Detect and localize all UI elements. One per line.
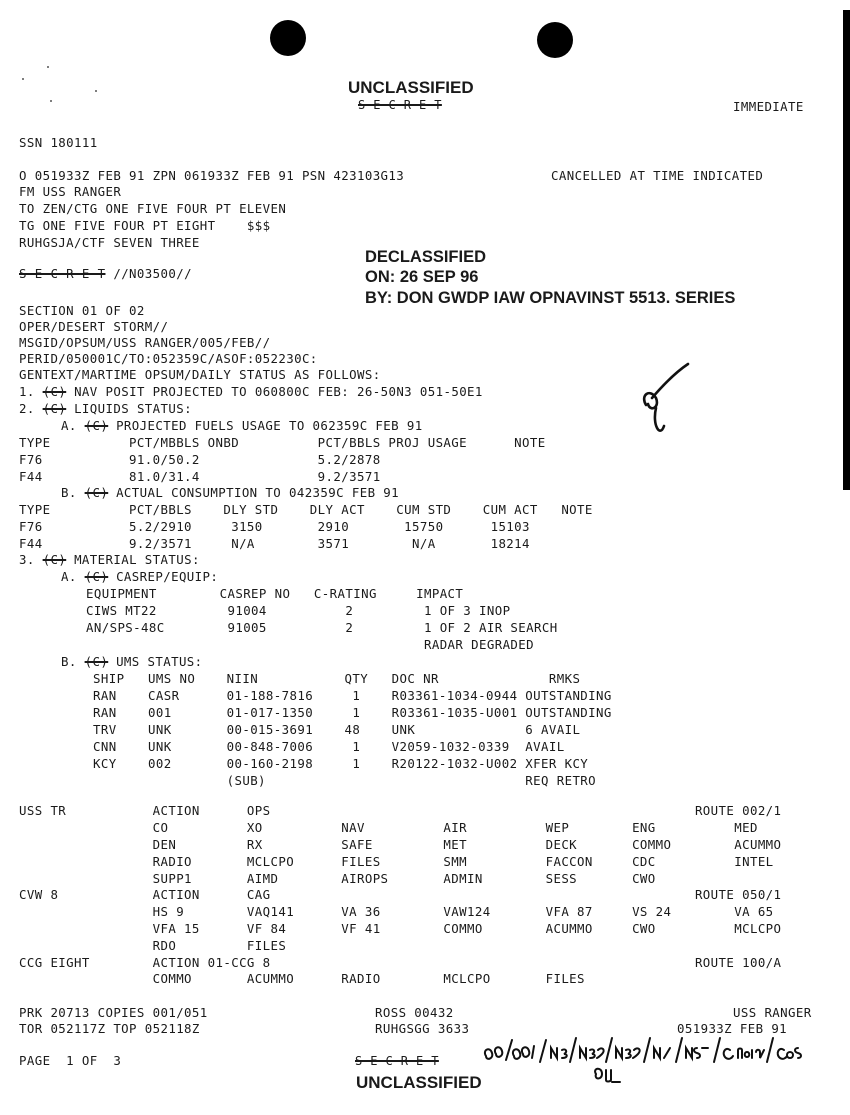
perid-line: PERID/050001C/TO:052359C/ASOF:052230C: [19,351,318,366]
subitem-text: UMS STATUS: [108,654,203,669]
classification-mark: (C) [42,401,67,416]
distribution-line: DEN RX SAFE MET DECK COMMO ACUMMO [19,837,782,852]
classification-mark: (C) [84,654,109,669]
fuels-a-header: TYPE PCT/MBBLS ONBD PCT/BBLS PROJ USAGE NOTE [19,435,546,450]
footer-right-2: 051933Z FEB 91 [677,1021,788,1036]
casrep-header: EQUIPMENT CASREP NO C-RATING IMPACT [86,586,464,601]
classification-mark: (C) [42,384,67,399]
ums-row: TRV UNK 00-015-3691 48 UNK 6 AVAIL [93,722,581,737]
declassified-stamp-line3: BY: DON GWDP IAW OPNAVINST 5513. SERIES [365,289,736,307]
distribution-line: RADIO MCLCPO FILES SMM FACCON CDC INTEL [19,854,774,869]
distribution-line: CCG EIGHT ACTION 01-CCG 8 ROUTE 100/A [19,955,782,970]
fuels-a-row: F76 91.0/50.2 5.2/2878 [19,452,381,467]
ums-header: SHIP UMS NO NIIN QTY DOC NR RMKS [93,671,581,686]
item-text: NAV POSIT PROJECTED TO 060800C FEB: 26-50N3 051-50E1 [66,384,483,399]
secret-marking-top: S E C R E T [358,98,442,112]
secret-marking: S E C R E T [19,266,106,281]
fuels-b-row: F44 9.2/3571 N/A 3571 N/A 18214 [19,536,530,551]
item-number: 1. [19,384,35,399]
ssn: SSN 180111 [19,135,98,150]
footer-left-2: TOR 052117Z TOP 052118Z [19,1021,200,1036]
ruhg-line: RUHGSJA/CTF SEVEN THREE [19,235,200,250]
footer-left-1: PRK 20713 COPIES 001/051 [19,1005,208,1020]
from-line: FM USS RANGER [19,184,122,199]
unclassified-stamp-top: UNCLASSIFIED [348,78,474,97]
footer-right-1: USS RANGER [733,1005,812,1020]
footer-mid-2: RUHGSGG 3633 [375,1021,470,1036]
subitem-text: PROJECTED FUELS USAGE TO 062359C FEB 91 [108,418,423,433]
ums-row: CNN UNK 00-848-7006 1 V2059-1032-0339 AVAIL [93,739,565,754]
ums-row: RAN CASR 01-188-7816 1 R03361-1034-0944 OUTSTANDING [93,688,612,703]
footer-mid-1: ROSS 00432 [375,1005,454,1020]
subitem-text: ACTUAL CONSUMPTION TO 042359C FEB 91 [108,485,400,500]
casrep-row: AN/SPS-48C 91005 2 1 OF 2 AIR SEARCH [86,620,558,635]
item-text: LIQUIDS STATUS: [66,401,192,416]
handwritten-routing-marks [485,1038,801,1082]
distribution-line: COMMO ACUMMO RADIO MCLCPO FILES [19,971,585,986]
oper-line: OPER/DESERT STORM// [19,319,169,334]
section-line: SECTION 01 OF 02 [19,303,145,318]
gentext-line: GENTEXT/MARTIME OPSUM/DAILY STATUS AS FOLLOWS: [19,367,381,382]
item-number: 3. [19,552,35,567]
handwritten-initials [644,364,688,431]
item-number: 2. [19,401,35,416]
distribution-line: SUPP1 AIMD AIROPS ADMIN SESS CWO [19,871,656,886]
classification-mark: (C) [84,569,109,584]
casrep-row: CIWS MT22 91004 2 1 OF 3 INOP [86,603,511,618]
fuels-b-header: TYPE PCT/BBLS DLY STD DLY ACT CUM STD CUM ACT NOTE [19,502,593,517]
classification-mark: (C) [84,418,109,433]
subitem-label: A. [61,569,77,584]
fuels-b-row: F76 5.2/2910 3150 2910 15750 15103 [19,519,530,534]
secret-marking-bottom: S E C R E T [355,1054,439,1068]
msgid-line: MSGID/OPSUM/USS RANGER/005/FEB// [19,335,271,350]
subitem-label: A. [61,418,77,433]
to-line: TO ZEN/CTG ONE FIVE FOUR PT ELEVEN [19,201,287,216]
distribution-line: VFA 15 VF 84 VF 41 COMMO ACUMMO CWO MCLCPO [19,921,782,936]
ums-row: (SUB) REQ RETRO [93,773,597,788]
cancel-note: CANCELLED AT TIME INDICATED [551,168,764,183]
distribution-line: RDO FILES [19,938,287,953]
distribution-line: USS TR ACTION OPS ROUTE 002/1 [19,803,782,818]
item-text: MATERIAL STATUS: [66,552,200,567]
casrep-row: RADAR DEGRADED [86,637,535,652]
page-number: PAGE 1 OF 3 [19,1053,122,1068]
dtg-line: O 051933Z FEB 91 ZPN 061933Z FEB 91 PSN 423103G13 [19,168,405,183]
classification-mark: (C) [42,552,67,567]
unclassified-stamp-bottom: UNCLASSIFIED [356,1073,482,1092]
message-serial: //N03500// [105,266,192,281]
distribution-line: HS 9 VAQ141 VA 36 VAW124 VFA 87 VS 24 VA 65 [19,904,774,919]
distribution-line: CVW 8 ACTION CAG ROUTE 050/1 [19,887,782,902]
precedence: IMMEDIATE [733,99,804,114]
distribution-line: CO XO NAV AIR WEP ENG MED [19,820,758,835]
tg-line: TG ONE FIVE FOUR PT EIGHT $$$ [19,218,271,233]
fuels-a-row: F44 81.0/31.4 9.2/3571 [19,469,381,484]
ums-row: RAN 001 01-017-1350 1 R03361-1035-U001 OUTSTANDING [93,705,612,720]
subitem-text: CASREP/EQUIP: [108,569,219,584]
declassified-stamp-line1: DECLASSIFIED [365,248,487,266]
subitem-label: B. [61,654,77,669]
ums-row: KCY 002 00-160-2198 1 R20122-1032-U002 XFER KCY [93,756,589,771]
classification-mark: (C) [84,485,109,500]
subitem-label: B. [61,485,77,500]
declassified-stamp-line2: ON: 26 SEP 96 [365,268,479,286]
